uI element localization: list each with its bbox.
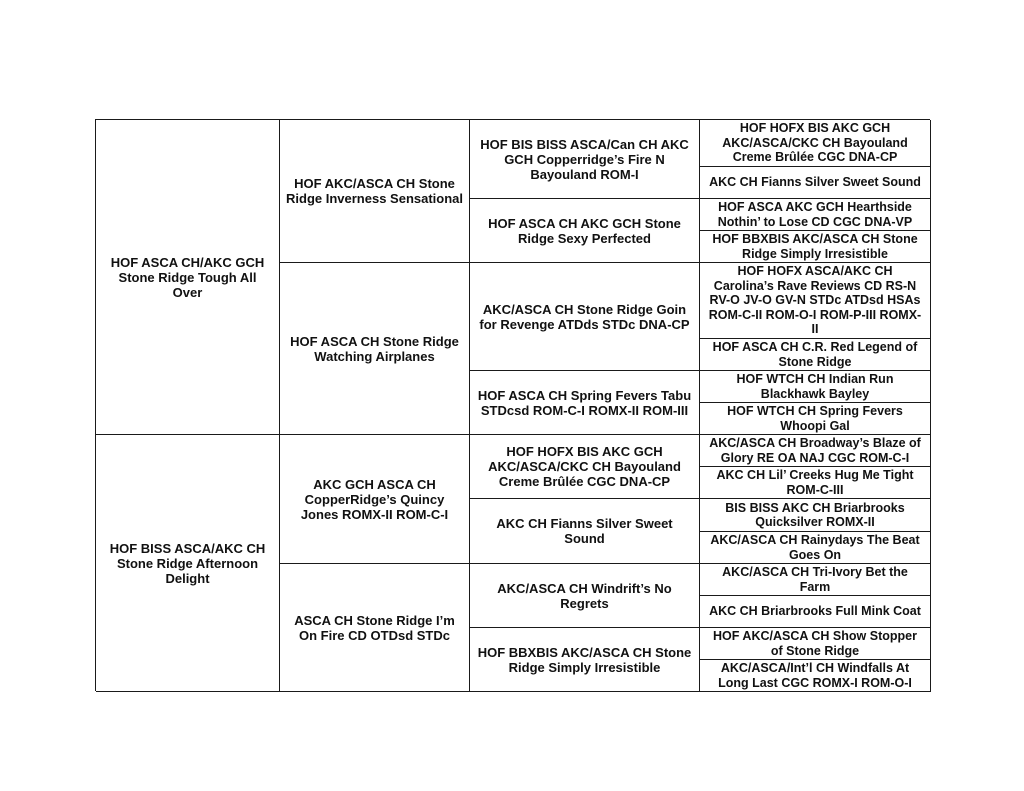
sire-name: HOF ASCA CH/AKC GCH Stone Ridge Tough All Over <box>110 254 265 300</box>
gen3-name: AKC CH Fianns Silver Sweet Sound <box>496 516 673 546</box>
dam-cell <box>96 435 280 692</box>
dam-sire-name: AKC GCH ASCA CH CopperRidge’s Quincy Jones ROMX-II ROM-C-I <box>300 476 449 522</box>
gen4-name: AKC CH Briarbrooks Full Mink Coat <box>709 604 921 619</box>
gen3-name: HOF BBXBIS AKC/ASCA CH Stone Ridge Simply Irresistible <box>477 644 692 675</box>
gen4-name: AKC/ASCA CH Broadway’s Blaze of Glory RE OA NAJ CGC ROM-C-I <box>709 436 921 465</box>
gen4-name: BIS BISS AKC CH Briarbrooks Quicksilver ROMX-II <box>725 500 905 529</box>
gen4-name: AKC CH Fianns Silver Sweet Sound <box>709 175 921 190</box>
gen3-name: HOF BIS BISS ASCA/Can CH AKC GCH Copperridge’s Fire N Bayouland ROM-I <box>480 136 689 182</box>
gen4-cell <box>700 231 931 263</box>
gen4-cell <box>700 339 931 371</box>
gen4-cell <box>700 199 931 231</box>
gen3-cell <box>470 628 700 692</box>
gen4-cell <box>700 628 931 660</box>
gen3-name: HOF ASCA CH AKC GCH Stone Ridge Sexy Perfected <box>488 215 681 246</box>
gen4-name: AKC/ASCA/Int’l CH Windfalls At Long Last CGC ROMX-I ROM-O-I <box>718 661 912 690</box>
gen3-name: HOF HOFX BIS AKC GCH AKC/ASCA/CKC CH Bayouland Creme Brûlée CGC DNA-CP <box>488 444 681 489</box>
pedigree-chart <box>95 119 930 691</box>
dam-sire-cell <box>280 435 470 564</box>
gen4-name: HOF HOFX BIS AKC GCH AKC/ASCA/CKC CH Bayouland Creme Brûlée CGC DNA-CP <box>722 121 908 165</box>
gen4-name: HOF ASCA AKC GCH Hearthside Nothin’ to Lose CD CGC DNA-VP <box>717 200 913 229</box>
gen4-name: AKC/ASCA CH Rainydays The Beat Goes On <box>710 533 920 562</box>
dam-dam-name: ASCA CH Stone Ridge I’m On Fire CD OTDsd STDc <box>294 612 455 643</box>
gen4-cell <box>700 564 931 596</box>
sire-dam-cell <box>280 263 470 435</box>
gen3-name: AKC/ASCA CH Stone Ridge Goin for Revenge ATDds STDc DNA-CP <box>479 301 690 332</box>
gen4-name: AKC CH Lil’ Creeks Hug Me Tight ROM-C-III <box>716 468 914 497</box>
gen4-name: HOF ASCA CH C.R. Red Legend of Stone Ridge <box>712 340 918 369</box>
gen3-cell <box>470 263 700 371</box>
gen4-cell <box>700 467 931 499</box>
gen4-cell <box>700 167 931 199</box>
gen3-cell <box>470 120 700 199</box>
dam-name: HOF BISS ASCA/AKC CH Stone Ridge Afternoon Delight <box>109 540 266 586</box>
sire-cell <box>96 120 280 435</box>
sire-sire-name: HOF AKC/ASCA CH Stone Ridge Inverness Sensational <box>286 176 464 206</box>
sire-dam-name: HOF ASCA CH Stone Ridge Watching Airplanes <box>290 333 459 364</box>
gen3-cell <box>470 499 700 564</box>
gen3-cell <box>470 371 700 435</box>
gen3-cell <box>470 564 700 628</box>
gen4-name: HOF WTCH CH Indian Run Blackhawk Bayley <box>736 372 894 401</box>
gen4-cell <box>700 660 931 692</box>
gen4-cell <box>700 403 931 435</box>
gen4-cell <box>700 532 931 564</box>
gen3-name: AKC/ASCA CH Windrift’s No Regrets <box>497 580 672 611</box>
sire-sire-cell <box>280 120 470 263</box>
gen4-name: AKC/ASCA CH Tri-Ivory Bet the Farm <box>722 565 908 594</box>
gen4-cell <box>700 596 931 628</box>
gen4-cell <box>700 263 931 339</box>
gen3-cell <box>470 199 700 263</box>
gen4-name: HOF HOFX ASCA/AKC CH Carolina’s Rave Reviews CD RS-N RV-O JV-O GV-N STDc ATDsd HSAs ROM-C-II ROM-O-I ROM-P-III ROMX-II <box>708 264 922 337</box>
gen4-cell <box>700 435 931 467</box>
gen4-cell <box>700 120 931 167</box>
gen4-name: HOF WTCH CH Spring Fevers Whoopi Gal <box>727 404 903 433</box>
gen3-name: HOF ASCA CH Spring Fevers Tabu STDcsd ROM-C-I ROMX-II ROM-III <box>477 387 692 418</box>
dam-dam-cell <box>280 564 470 692</box>
gen4-cell <box>700 499 931 532</box>
gen4-name: HOF BBXBIS AKC/ASCA CH Stone Ridge Simply Irresistible <box>712 232 918 261</box>
gen4-cell <box>700 371 931 403</box>
gen4-name: HOF AKC/ASCA CH Show Stopper of Stone Ridge <box>713 629 917 658</box>
gen3-cell <box>470 435 700 499</box>
